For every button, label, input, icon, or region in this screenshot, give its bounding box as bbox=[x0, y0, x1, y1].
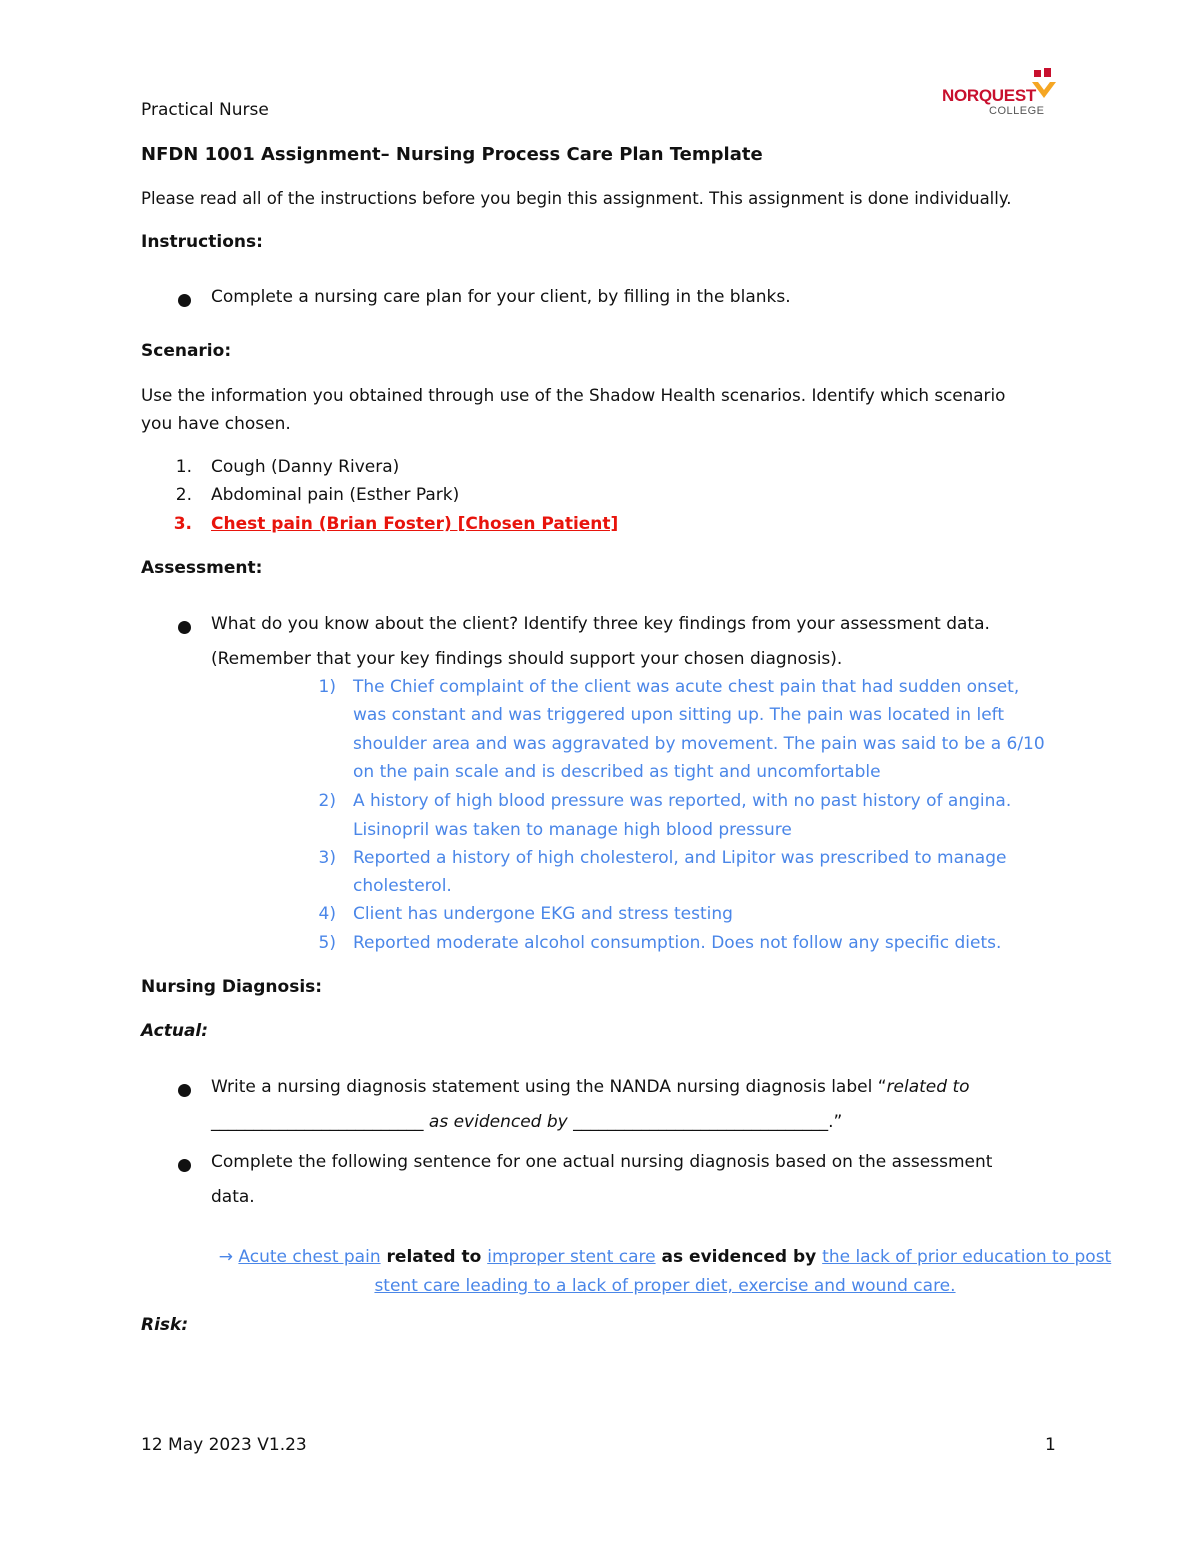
finding-number: 2) bbox=[318, 791, 336, 811]
finding-line: cholesterol. bbox=[353, 876, 452, 896]
chosen-option: Chest pain (Brian Foster) [Chosen Patient] bbox=[211, 514, 619, 534]
blank-cause: _________________________ bbox=[211, 1112, 424, 1132]
scenario-text-line2: you have chosen. bbox=[141, 414, 291, 434]
assessment-bullet-line1: What do you know about the client? Identify three key findings from your assessment data. bbox=[211, 614, 990, 634]
finding-line: on the pain scale and is described as tight and uncomfortable bbox=[353, 762, 881, 782]
diagnosis-answer bbox=[141, 1243, 1189, 1301]
diagnosis-bullet2-line2: data. bbox=[211, 1187, 255, 1207]
arrow-icon: → bbox=[218, 1247, 239, 1267]
page-number: 1 bbox=[1045, 1435, 1056, 1455]
scenario-heading: Scenario: bbox=[141, 341, 232, 361]
footer-date: 12 May 2023 V1.23 bbox=[141, 1435, 307, 1455]
diagnosis-bullet1-text: Write a nursing diagnosis statement using the NANDA nursing diagnosis label “ bbox=[211, 1077, 887, 1097]
diagnosis-bullet2-line1: Complete the following sentence for one actual nursing diagnosis based on the assessment bbox=[211, 1152, 993, 1172]
evidenced-by-text: as evidenced by bbox=[655, 1247, 823, 1267]
related-to-text: related to bbox=[380, 1247, 488, 1267]
bullet1-end: .” bbox=[828, 1112, 843, 1132]
diagnosis-bullet1-line1 bbox=[211, 1077, 970, 1097]
logo-sub: COLLEGE bbox=[989, 105, 1045, 117]
option-number: 2. bbox=[175, 485, 192, 505]
diagnosis-bullet1-line2 bbox=[211, 1112, 842, 1132]
bullet-dot bbox=[178, 294, 191, 307]
intro-text: Please read all of the instructions before you begin this assignment. This assignment is done individually. bbox=[141, 189, 1012, 208]
finding-number: 5) bbox=[318, 933, 336, 953]
program-label: Practical Nurse bbox=[141, 100, 269, 120]
scenario-text-line1: Use the information you obtained through use of the Shadow Health scenarios. Identify which scenario bbox=[141, 385, 1006, 405]
finding-line: The Chief complaint of the client was acute chest pain that had sudden onset, bbox=[353, 677, 1020, 697]
answer-evidence-line1: the lack of prior education to post bbox=[822, 1247, 1112, 1267]
option-number: 1. bbox=[175, 457, 192, 477]
blank-evidence: ______________________________ bbox=[573, 1112, 829, 1132]
finding-number: 3) bbox=[318, 848, 336, 868]
assessment-heading: Assessment: bbox=[141, 558, 263, 578]
finding-line: shoulder area and was aggravated by movement. The pain was said to be a 6/10 bbox=[353, 734, 1045, 754]
bullet-dot bbox=[178, 621, 191, 634]
evidenced-by-label: as evidenced by bbox=[423, 1112, 574, 1132]
option-item: Abdominal pain (Esther Park) bbox=[211, 485, 460, 505]
answer-cause: improper stent care bbox=[487, 1247, 656, 1267]
finding-line: Client has undergone EKG and stress testing bbox=[353, 904, 733, 924]
risk-heading: Risk: bbox=[141, 1315, 189, 1335]
finding-number: 4) bbox=[318, 904, 336, 924]
finding-line: was constant and was triggered upon sitting up. The pain was located in left bbox=[353, 705, 1005, 725]
page-title: NFDN 1001 Assignment– Nursing Process Care Plan Template bbox=[141, 144, 763, 165]
option-item: Cough (Danny Rivera) bbox=[211, 457, 400, 477]
actual-heading: Actual: bbox=[141, 1021, 209, 1041]
bullet-dot bbox=[178, 1084, 191, 1097]
bullet-dot bbox=[178, 1159, 191, 1172]
finding-line: Reported moderate alcohol consumption. Does not follow any specific diets. bbox=[353, 933, 1002, 953]
logo-name: NORQUEST bbox=[942, 86, 1036, 105]
finding-line: Lisinopril was taken to manage high blood pressure bbox=[353, 820, 792, 840]
finding-line: A history of high blood pressure was reported, with no past history of angina. bbox=[353, 791, 1012, 811]
answer-label: Acute chest pain bbox=[238, 1247, 381, 1267]
instructions-bullet: Complete a nursing care plan for your client, by filling in the blanks. bbox=[211, 287, 791, 307]
assessment-bullet-line2: (Remember that your key findings should support your chosen diagnosis). bbox=[211, 649, 843, 669]
related-to-label: related to bbox=[886, 1077, 970, 1097]
finding-line: Reported a history of high cholesterol, and Lipitor was prescribed to manage bbox=[353, 848, 1007, 868]
diagnosis-heading: Nursing Diagnosis: bbox=[141, 977, 323, 997]
option-number: 3. bbox=[173, 514, 192, 534]
norquest-logo bbox=[942, 68, 1062, 120]
instructions-heading: Instructions: bbox=[141, 232, 263, 252]
finding-number: 1) bbox=[318, 677, 336, 697]
answer-evidence-line2: stent care leading to a lack of proper diet, exercise and wound care. bbox=[374, 1276, 956, 1296]
